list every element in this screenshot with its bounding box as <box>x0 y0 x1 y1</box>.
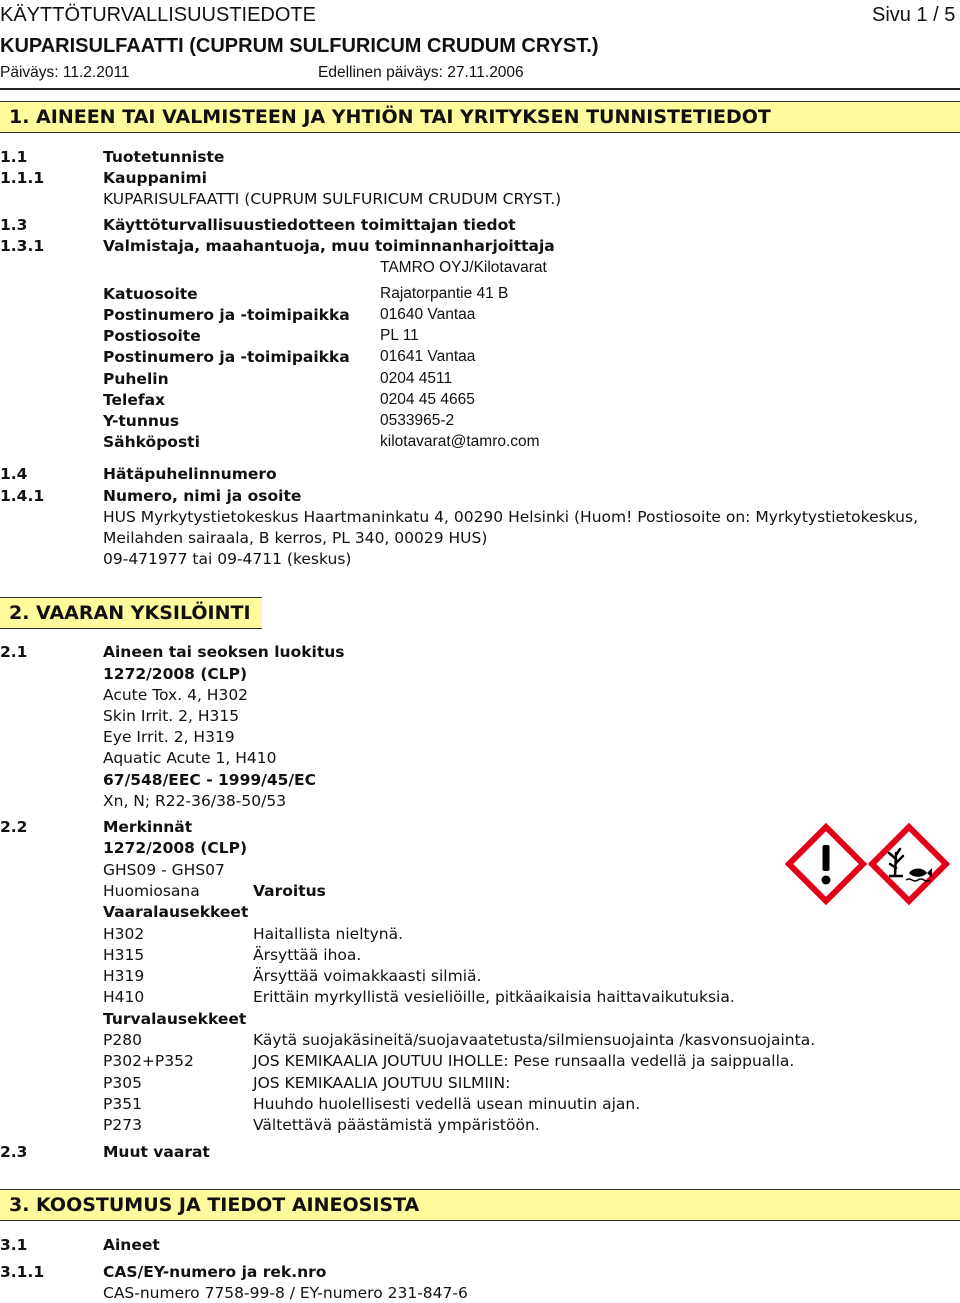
hazard-code: H410 <box>103 988 145 1006</box>
ghs-pictograms <box>785 823 953 919</box>
previous-date: Edellinen päiväys: 27.11.2006 <box>318 64 524 81</box>
subsection-title: Aineen tai seoksen luokitus <box>103 643 345 661</box>
section-number: 2.3 <box>0 1143 28 1161</box>
subsection-title: Hätäpuhelinnumero <box>103 465 277 483</box>
clp-heading: 1272/2008 (CLP) <box>103 839 248 857</box>
signal-word: Varoitus <box>253 882 326 900</box>
exclamation-mark-icon <box>789 827 863 901</box>
subsection-title: Kauppanimi <box>103 169 207 187</box>
precaution-code: P280 <box>103 1031 142 1049</box>
section-2-heading: 2. VAARAN YKSILÖINTI <box>0 597 262 629</box>
trade-name: KUPARISULFAATTI (CUPRUM SULFURICUM CRUDUM CRYST.) <box>103 190 562 208</box>
precaution-code: P302+P352 <box>103 1052 194 1070</box>
precaution-code: P273 <box>103 1116 142 1134</box>
contact-value: 0204 45 4665 <box>380 391 475 408</box>
product-name-header: KUPARISULFAATTI (CUPRUM SULFURICUM CRUDUM CRYST.) <box>0 35 599 57</box>
contact-value: 0533965-2 <box>380 412 455 429</box>
section-number: 1.1.1 <box>0 169 45 187</box>
document-title: KÄYTTÖTURVALLISUUSTIEDOTE <box>0 4 316 26</box>
contact-label: Postinumero ja -toimipaikka <box>103 306 350 324</box>
classification-item: Eye Irrit. 2, H319 <box>103 728 235 746</box>
email-link[interactable]: kilotavarat@tamro.com <box>380 433 540 450</box>
subsection-title: Valmistaja, maahantuoja, muu toiminnanharjoittaja <box>103 237 555 255</box>
hazard-code: H319 <box>103 967 145 985</box>
contact-label: Postinumero ja -toimipaikka <box>103 348 350 366</box>
contact-label: Sähköposti <box>103 433 200 451</box>
subsection-title: Muut vaarat <box>103 1143 210 1161</box>
precaution-text: Huuhdo huolellisesti vedellä usean minuutin ajan. <box>253 1095 641 1113</box>
contact-value: 0204 4511 <box>380 370 453 387</box>
classification-item: Skin Irrit. 2, H315 <box>103 707 240 725</box>
precaution-text: Vältettävä päästämistä ympäristöön. <box>253 1116 540 1134</box>
contact-value: 01641 Vantaa <box>380 348 476 365</box>
clp-heading: 1272/2008 (CLP) <box>103 665 248 683</box>
precaution-code: P351 <box>103 1095 142 1113</box>
subsection-title: CAS/EY-numero ja rek.nro <box>103 1263 327 1281</box>
cas-ec-number: CAS-numero 7758-99-8 / EY-numero 231-847-6 <box>103 1284 468 1302</box>
hazard-code: H302 <box>103 925 145 943</box>
precaution-code: P305 <box>103 1074 142 1092</box>
hazard-code: H315 <box>103 946 145 964</box>
contact-label: Puhelin <box>103 370 169 388</box>
contact-value: Rajatorpantie 41 B <box>380 285 509 302</box>
classification-item: Acute Tox. 4, H302 <box>103 686 249 704</box>
section-1-heading: 1. AINEEN TAI VALMISTEEN JA YHTIÖN TAI YRITYKSEN TUNNISTETIEDOT <box>0 101 960 133</box>
subsection-title: Numero, nimi ja osoite <box>103 487 302 505</box>
hazard-text: Haitallista nieltynä. <box>253 925 404 943</box>
section-number: 3.1.1 <box>0 1263 45 1281</box>
signal-word-label: Huomiosana <box>103 882 200 900</box>
emergency-line: HUS Myrkytystietokeskus Haartmaninkatu 4, 00290 Helsinki (Huom! Postiosoite on: Myrkytystietokeskus, <box>103 508 919 526</box>
environment-hazard-icon <box>872 827 946 901</box>
section-number: 3.1 <box>0 1236 28 1254</box>
emergency-line: Meilahden sairaala, B kerros, PL 340, 00029 HUS) <box>103 529 488 547</box>
contact-label: Katuosoite <box>103 285 198 303</box>
classification-item: Aquatic Acute 1, H410 <box>103 749 277 767</box>
contact-label: Telefax <box>103 391 166 409</box>
subsection-title: Käyttöturvallisuustiedotteen toimittajan tiedot <box>103 216 516 234</box>
section-number: 2.1 <box>0 643 28 661</box>
hazard-text: Ärsyttää ihoa. <box>253 946 362 964</box>
hazard-text: Ärsyttää voimakkaasti silmiä. <box>253 967 482 985</box>
company-name: TAMRO OYJ/Kilotavarat <box>380 259 547 276</box>
contact-label: Y-tunnus <box>103 412 180 430</box>
contact-label: Postiosoite <box>103 327 201 345</box>
contact-value: 01640 Vantaa <box>380 306 476 323</box>
precaution-text: Käytä suojakäsineitä/suojavaatetusta/silmiensuojainta /kasvonsuojainta. <box>253 1031 816 1049</box>
pictogram-codes: GHS09 - GHS07 <box>103 861 225 879</box>
subsection-title: Aineet <box>103 1236 160 1254</box>
eec-classification: Xn, N; R22-36/38-50/53 <box>103 792 287 810</box>
hazard-text: Erittäin myrkyllistä vesieliöille, pitkäaikaisia haittavaikutuksia. <box>253 988 735 1006</box>
section-3-heading: 3. KOOSTUMUS JA TIEDOT AINEOSISTA <box>0 1189 960 1221</box>
hazard-statements-heading: Vaaralausekkeet <box>103 903 249 921</box>
precaution-text: JOS KEMIKAALIA JOUTUU SILMIIN: <box>253 1074 511 1092</box>
precaution-text: JOS KEMIKAALIA JOUTUU IHOLLE: Pese runsaalla vedellä ja saippualla. <box>253 1052 795 1070</box>
page-indicator: Sivu 1 / 5 <box>872 4 956 26</box>
subsection-title: Merkinnät <box>103 818 193 836</box>
eec-heading: 67/548/EEC - 1999/45/EC <box>103 771 317 789</box>
section-number: 1.3 <box>0 216 28 234</box>
header-divider <box>0 88 960 90</box>
section-number: 2.2 <box>0 818 28 836</box>
section-number: 1.4 <box>0 465 28 483</box>
subsection-title: Tuotetunniste <box>103 148 225 166</box>
section-number: 1.1 <box>0 148 28 166</box>
revision-date: Päiväys: 11.2.2011 <box>0 64 130 81</box>
section-number: 1.4.1 <box>0 487 45 505</box>
contact-value: PL 11 <box>380 327 419 344</box>
precautionary-statements-heading: Turvalausekkeet <box>103 1010 247 1028</box>
section-number: 1.3.1 <box>0 237 45 255</box>
emergency-line: 09-471977 tai 09-4711 (keskus) <box>103 550 352 568</box>
